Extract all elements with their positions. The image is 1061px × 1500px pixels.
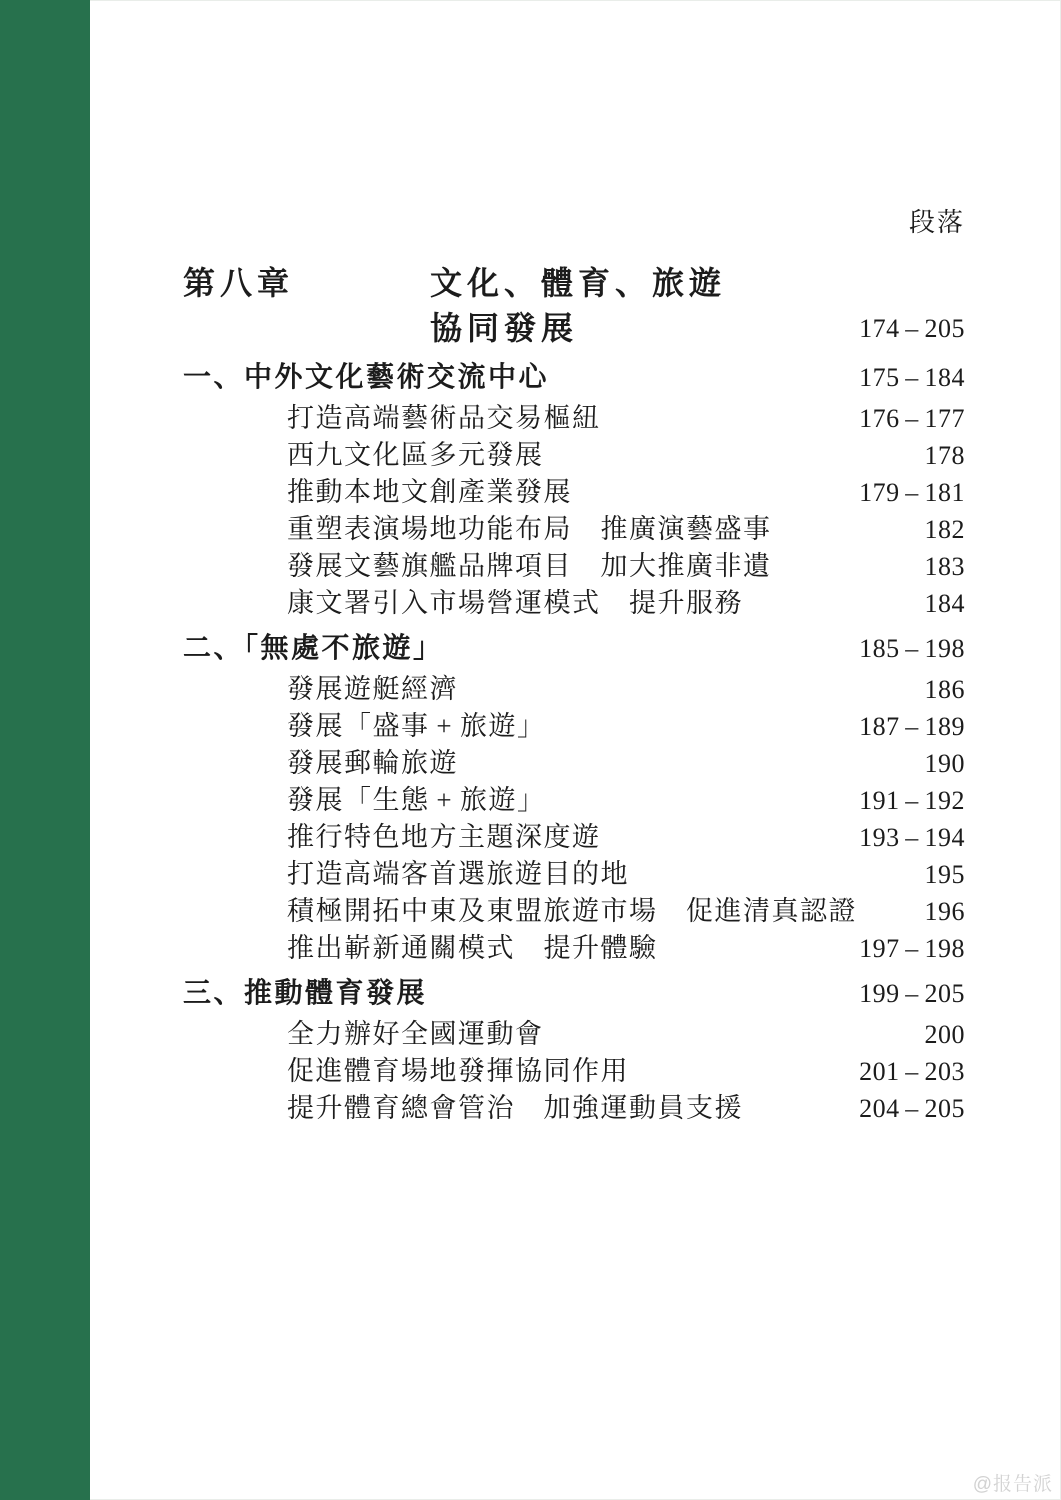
toc-entry-title: 重塑表演場地功能布局 推廣演藝盛事 [287,514,772,544]
toc-entry-paragraphs: 196 [924,897,965,926]
toc-entry-paragraphs: 178 [924,441,965,470]
toc-entry-title: 發展「生態 + 旅遊」 [287,785,546,815]
toc-entry-paragraphs: 176 – 177 [859,404,965,433]
toc-entry-paragraphs: 190 [924,749,965,778]
toc-entry-title: 全力辦好全國運動會 [287,1019,544,1049]
chapter-color-band [0,0,90,1500]
toc-entry-title: 推動本地文創產業發展 [287,477,572,507]
toc-entry-paragraphs: 200 [924,1020,965,1049]
toc-item-row [183,819,965,856]
toc-entry-title: 推出嶄新通關模式 提升體驗 [287,933,658,963]
toc-entry-paragraphs: 195 [924,860,965,889]
chapter-paragraph-range: 174 – 205 [859,314,965,343]
toc-entry-paragraphs: 201 – 203 [859,1057,965,1086]
watermark: @报告派 [972,1474,1053,1495]
toc-entry-title: 發展文藝旗艦品牌項目 加大推廣非遺 [287,551,772,581]
toc-section-row [183,359,965,396]
toc-item-row [183,782,965,819]
toc-entry-paragraphs: 204 – 205 [859,1094,965,1123]
toc-content [183,0,965,1127]
toc-entry-paragraphs: 197 – 198 [859,934,965,963]
toc-item-row [183,930,965,967]
toc-entry-paragraphs: 187 – 189 [859,712,965,741]
toc-entry-title: 積極開拓中東及東盟旅遊市場 促進清真認證 [287,896,857,926]
toc-entry-title: 三、推動體育發展 [183,978,428,1009]
toc-item-row [183,585,965,622]
toc-entry-title: 發展郵輪旅遊 [287,748,458,778]
toc-list [183,359,965,1127]
toc-entry-paragraphs: 186 [924,675,965,704]
toc-item-row [183,511,965,548]
toc-entry-title: 發展遊艇經濟 [287,674,458,704]
spacer [183,306,430,351]
toc-item-row [183,1090,965,1127]
toc-section-row [183,975,965,1012]
toc-item-row [183,856,965,893]
toc-item-row [183,745,965,782]
toc-item-row [183,893,965,930]
toc-entry-paragraphs: 182 [924,515,965,544]
toc-entry-paragraphs: 175 – 184 [859,363,965,392]
toc-item-row [183,708,965,745]
toc-entry-title: 康文署引入市場營運模式 提升服務 [287,588,743,618]
toc-entry-title: 一、中外文化藝術交流中心 [183,362,550,393]
toc-item-row [183,437,965,474]
toc-entry-title: 促進體育場地發揮協同作用 [287,1056,629,1086]
toc-item-row [183,671,965,708]
paragraph-column-header: 段落 [908,208,965,237]
chapter-title-line1: 文化、體育、旅遊 [430,265,727,301]
chapter-heading [183,261,965,351]
toc-entry-title: 西九文化區多元發展 [287,440,544,470]
toc-entry-title: 推行特色地方主題深度遊 [287,822,601,852]
chapter-number: 第八章 [183,265,295,301]
toc-entry-paragraphs: 193 – 194 [859,823,965,852]
spacer [859,261,965,306]
toc-entry-title: 二、「無處不旅遊」 [183,633,444,664]
chapter-title-line2: 協同發展 [430,310,579,346]
toc-entry-paragraphs: 191 – 192 [859,786,965,815]
toc-item-row [183,474,965,511]
toc-item-row [183,548,965,585]
toc-entry-paragraphs: 184 [924,589,965,618]
toc-entry-paragraphs: 185 – 198 [859,634,965,663]
toc-entry-title: 打造高端客首選旅遊目的地 [287,859,629,889]
toc-entry-paragraphs: 179 – 181 [859,478,965,507]
toc-item-row [183,400,965,437]
toc-entry-paragraphs: 199 – 205 [859,979,965,1008]
toc-entry-paragraphs: 183 [924,552,965,581]
toc-entry-title: 發展「盛事 + 旅遊」 [287,711,546,741]
toc-section-row [183,630,965,667]
toc-entry-title: 提升體育總會管治 加強運動員支援 [287,1093,743,1123]
toc-item-row [183,1053,965,1090]
toc-entry-title: 打造高端藝術品交易樞紐 [287,403,601,433]
toc-item-row [183,1016,965,1053]
